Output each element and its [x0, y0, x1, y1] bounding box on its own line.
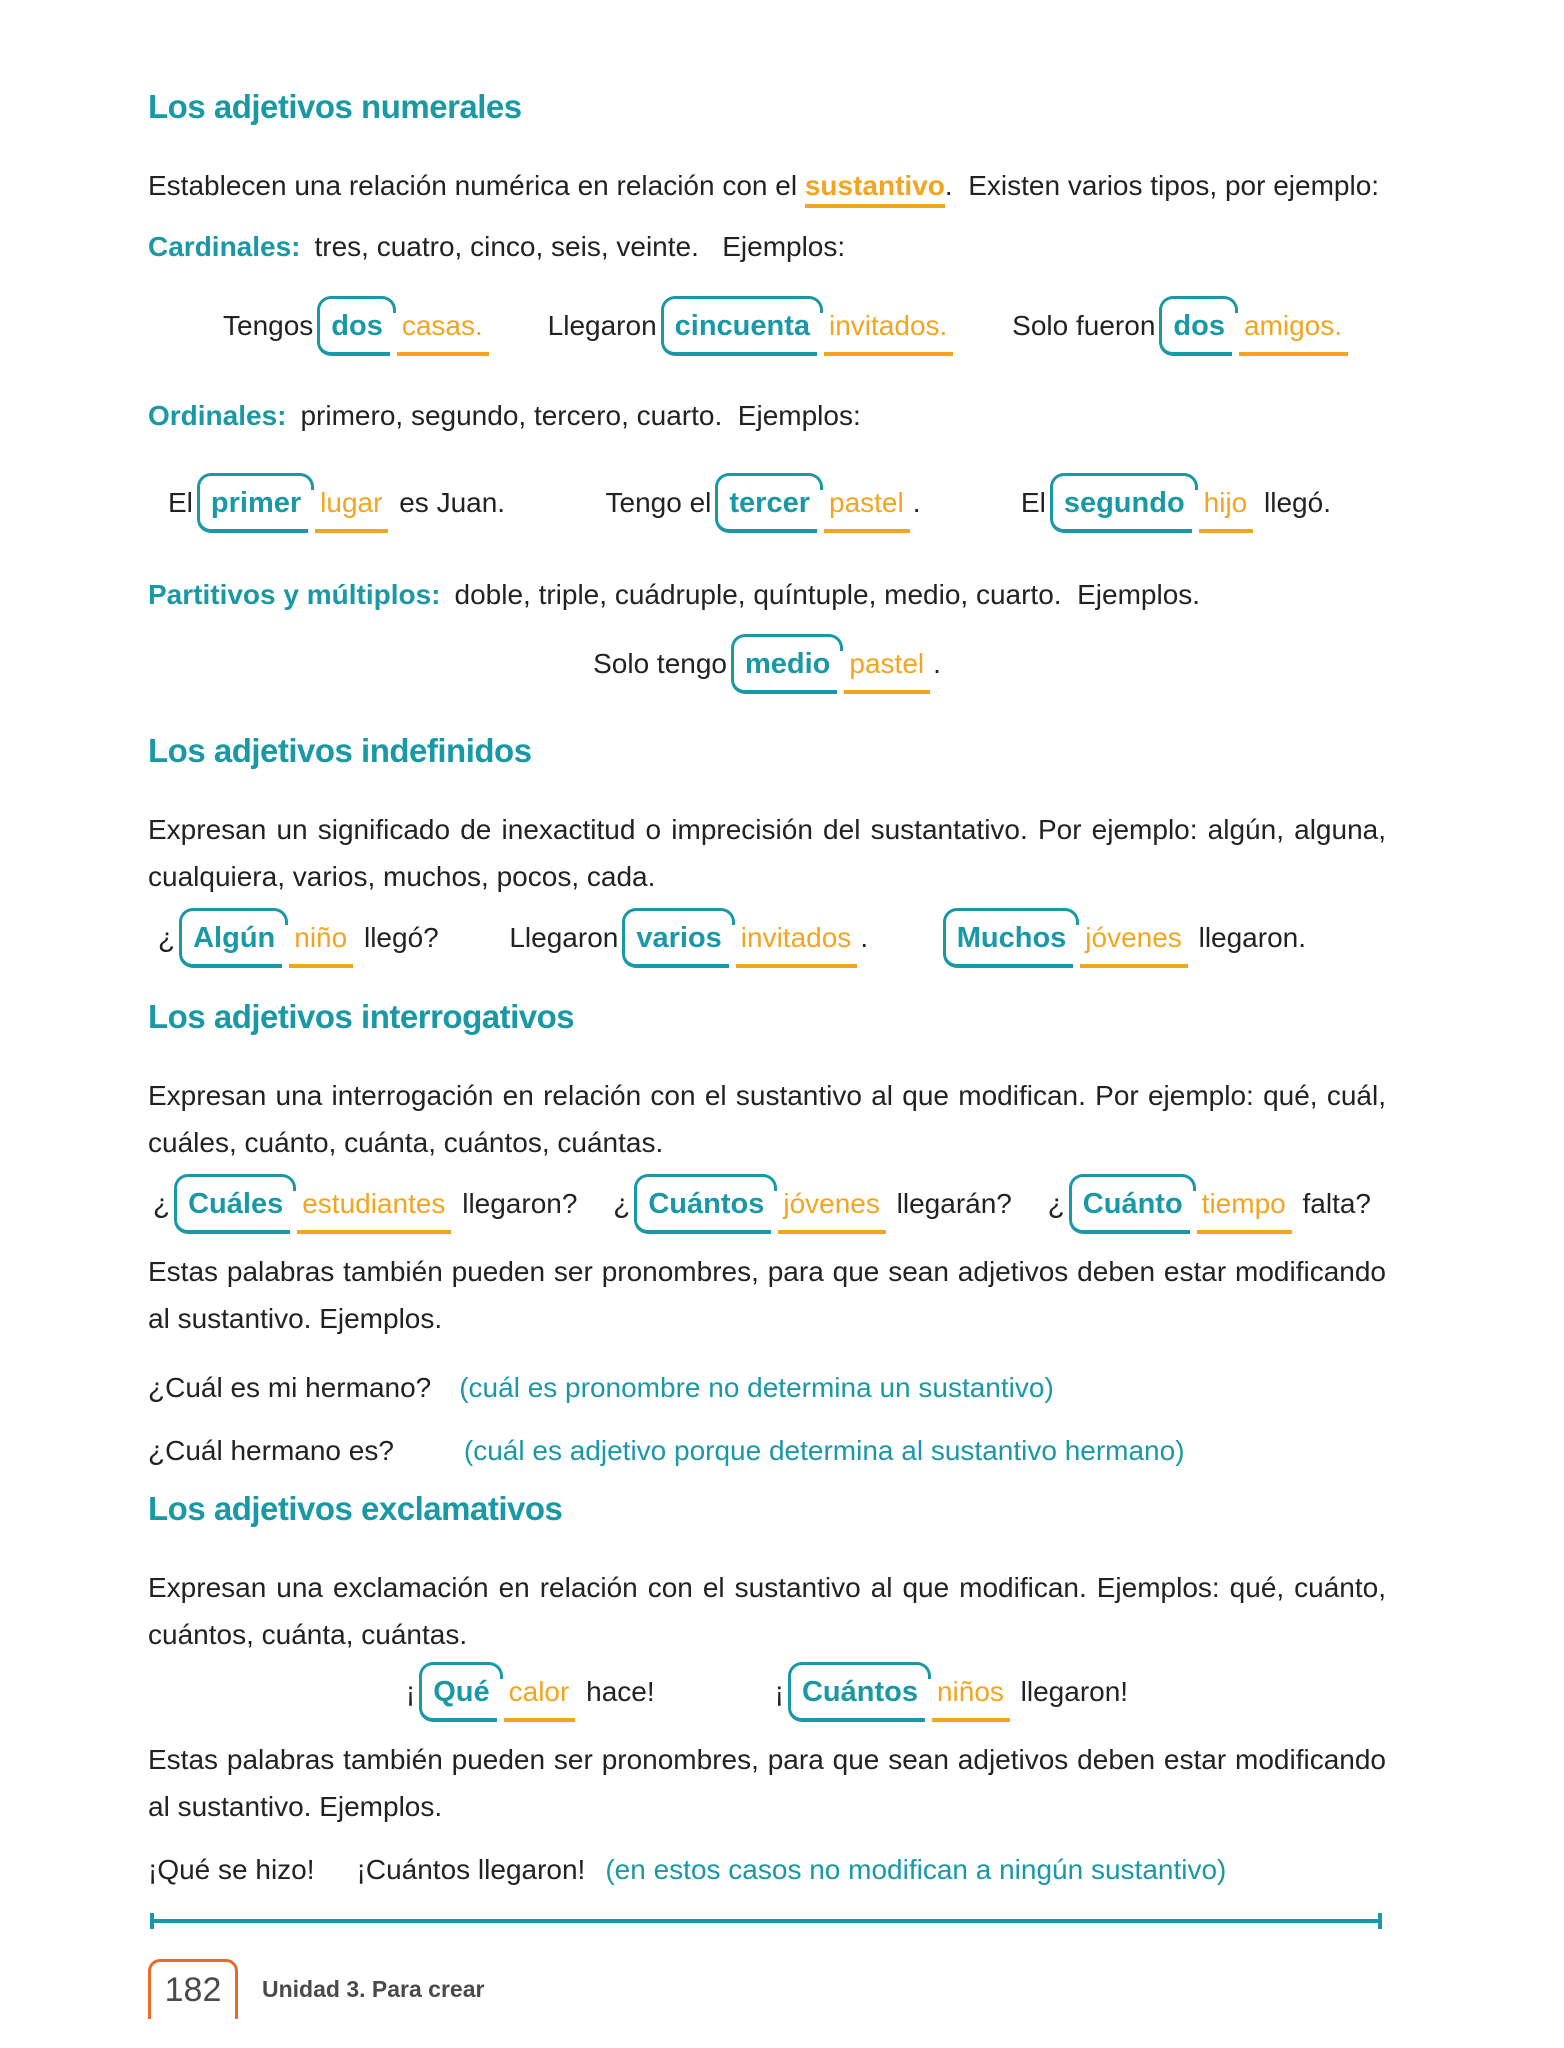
page-number: 182	[164, 1971, 222, 2009]
boxed-adjective: medio	[731, 634, 843, 694]
example-sentence	[606, 473, 921, 533]
ordinales-line	[148, 392, 1386, 439]
example-pre-text: ¿	[153, 1188, 171, 1219]
example-post-text: es Juan.	[391, 487, 506, 518]
interrogativos-note-paragraph: Estas palabras también pueden ser pronombres, para que sean adjetivos deben estar modificando al sustantivo. Ejemplos.	[148, 1256, 1394, 1334]
section-divider-line	[150, 1919, 1382, 1923]
example-sentence	[223, 296, 492, 356]
underlined-noun: jóvenes	[1077, 921, 1188, 968]
example-sentence	[168, 473, 505, 533]
example-sentence	[158, 908, 439, 968]
partitivos-examples-row	[148, 634, 1386, 694]
example-sentence	[775, 1662, 1128, 1722]
example-pre-text: El	[1020, 487, 1046, 518]
example-pre-text: ¿	[158, 922, 176, 953]
example-pre-text: Llegaron	[509, 922, 619, 953]
boxed-adjective: Cuánto	[1069, 1174, 1196, 1234]
example-pre-text: ¡	[774, 1676, 784, 1707]
intro-pre-text: Establecen una relación numérica en relación con el	[148, 170, 805, 201]
example-pre-text: Llegaron	[547, 310, 657, 341]
interrogativos-examples-row	[148, 1174, 1386, 1234]
example-sentence	[153, 1174, 577, 1234]
boxed-adjective: dos	[1159, 296, 1238, 356]
example-pre-text: El	[168, 487, 193, 518]
underlined-noun: amigos.	[1236, 309, 1348, 356]
example-post-text: falta?	[1294, 1188, 1371, 1219]
interrogativos-intro-paragraph: Expresan una interrogación en relación con el sustantivo al que modifican. Por ejemplo: qué, cuál, cuáles, cuánto, cuánta, cuántos, cuántas.	[148, 1080, 1394, 1158]
example-pre-text: ¿	[613, 1188, 631, 1219]
boxed-adjective: tercer	[715, 473, 823, 533]
example-pre-text: Tengos	[223, 310, 314, 341]
exclamativos-note-paragraph: Estas palabras también pueden ser pronombres, para que sean adjetivos deben estar modificando al sustantivo. Ejemplos.	[148, 1744, 1394, 1822]
boxed-adjective: Algún	[179, 908, 288, 968]
example-post-text: .	[912, 487, 921, 518]
underlined-noun: pastel	[821, 486, 910, 533]
cardinales-line	[148, 223, 1386, 270]
boxed-adjective: Muchos	[943, 908, 1080, 968]
underlined-noun: pastel	[841, 647, 930, 694]
underlined-noun: calor	[501, 1675, 576, 1722]
boxed-adjective: Cuáles	[174, 1174, 296, 1234]
underlined-noun: hijo	[1196, 486, 1254, 533]
ordinales-examples-row	[148, 473, 1386, 533]
boxed-adjective: primer	[197, 473, 314, 533]
final-examples-row	[148, 1846, 1386, 1893]
example-pre-text: ¡	[405, 1676, 416, 1707]
section-title-numerales: Los adjetivos numerales	[148, 88, 522, 125]
boxed-adjective: Cuántos	[788, 1662, 931, 1722]
final-exclamation: ¡Cuántos llegaron!	[356, 1854, 586, 1885]
example-sentence	[1048, 1174, 1371, 1234]
example-post-text: .	[933, 648, 941, 679]
underlined-noun: jóvenes	[775, 1187, 886, 1234]
partitivos-label: Partitivos y múltiplos:	[148, 579, 441, 610]
underlined-noun: invitados.	[821, 309, 953, 356]
cardinales-list: tres, cuatro, cinco, seis, veinte. Ejemplos:	[314, 231, 846, 262]
underlined-noun: invitados	[733, 921, 858, 968]
example-post-text: .	[860, 922, 869, 953]
example-sentence	[406, 1662, 655, 1722]
underlined-noun: lugar	[312, 486, 388, 533]
partitivos-line	[148, 571, 1386, 618]
highlighted-word-sustantivo: sustantivo	[805, 170, 945, 208]
numerales-intro-paragraph	[148, 162, 1386, 209]
pronoun-question: ¿Cuál es mi hermano?	[148, 1372, 432, 1403]
unit-label: Unidad 3. Para crear	[262, 1975, 485, 2002]
boxed-adjective: Cuántos	[634, 1174, 777, 1234]
indefinidos-examples-row	[148, 908, 1386, 968]
underlined-noun: tiempo	[1194, 1187, 1292, 1234]
exclamativos-intro-paragraph: Expresan una exclamación en relación con el sustantivo al que modifican. Ejemplos: qué, cuánto, cuántos, cuánta, cuántas.	[148, 1572, 1394, 1650]
example-sentence	[1021, 473, 1331, 533]
intro-post-text: . Existen varios tipos, por ejemplo:	[944, 170, 1380, 201]
boxed-adjective: segundo	[1050, 473, 1198, 533]
boxed-adjective: cincuenta	[661, 296, 823, 356]
example-post-text: llegó?	[356, 922, 439, 953]
example-post-text: llegó.	[1256, 487, 1331, 518]
example-post-text: llegaron.	[1190, 922, 1306, 953]
ordinales-list: primero, segundo, tercero, cuarto. Ejemplos:	[300, 400, 861, 431]
underlined-noun: niño	[286, 921, 353, 968]
example-sentence	[509, 908, 868, 968]
example-post-text: hace!	[578, 1676, 655, 1707]
example-sentence	[613, 1174, 1012, 1234]
pronoun-example-row	[148, 1364, 1386, 1411]
section-title-interrogativos: Los adjetivos interrogativos	[148, 998, 575, 1035]
boxed-adjective: Qué	[419, 1662, 502, 1722]
pronoun-example-row	[148, 1427, 1386, 1474]
partitivos-list: doble, triple, cuádruple, quíntuple, medio, cuarto. Ejemplos.	[454, 579, 1201, 610]
example-sentence	[939, 908, 1306, 968]
underlined-noun: casas.	[394, 309, 489, 356]
final-exclamation: ¡Qué se hizo!	[148, 1854, 315, 1885]
exclamativos-examples-row	[148, 1662, 1386, 1722]
pronoun-question: ¿Cuál hermano es?	[148, 1435, 394, 1466]
page-footer	[148, 1959, 1386, 2019]
example-sentence	[593, 634, 941, 694]
pronoun-comment: (cuál es adjetivo porque determina al sustantivo hermano)	[463, 1435, 1185, 1466]
underlined-noun: estudiantes	[294, 1187, 451, 1234]
example-post-text: llegaron!	[1012, 1676, 1129, 1707]
indefinidos-intro-paragraph: Expresan un significado de inexactitud o imprecisión del sustantativo. Por ejemplo: algún, alguna, cualquiera, varios, muchos, pocos, cada.	[148, 814, 1394, 892]
boxed-adjective: dos	[317, 296, 396, 356]
example-pre-text: Tengo el	[605, 487, 712, 518]
ordinales-label: Ordinales:	[148, 400, 287, 431]
section-title-exclamativos: Los adjetivos exclamativos	[148, 1490, 563, 1527]
example-sentence	[548, 296, 957, 356]
example-post-text: llegarán?	[888, 1188, 1012, 1219]
final-comment: (en estos casos no modifican a ningún sustantivo)	[605, 1854, 1227, 1885]
example-post-text: llegaron?	[454, 1188, 578, 1219]
underlined-noun: niños	[929, 1675, 1010, 1722]
example-sentence	[1012, 296, 1351, 356]
page-number-box	[148, 1959, 238, 2019]
section-title-indefinidos: Los adjetivos indefinidos	[148, 732, 532, 769]
example-pre-text: Solo fueron	[1012, 310, 1156, 341]
cardinales-label: Cardinales:	[148, 231, 301, 262]
example-pre-text: ¿	[1047, 1188, 1065, 1219]
cardinales-examples-row	[148, 296, 1386, 356]
example-pre-text: Solo tengo	[593, 648, 727, 679]
boxed-adjective: varios	[622, 908, 734, 968]
pronoun-comment: (cuál es pronombre no determina un sustantivo)	[459, 1372, 1054, 1403]
